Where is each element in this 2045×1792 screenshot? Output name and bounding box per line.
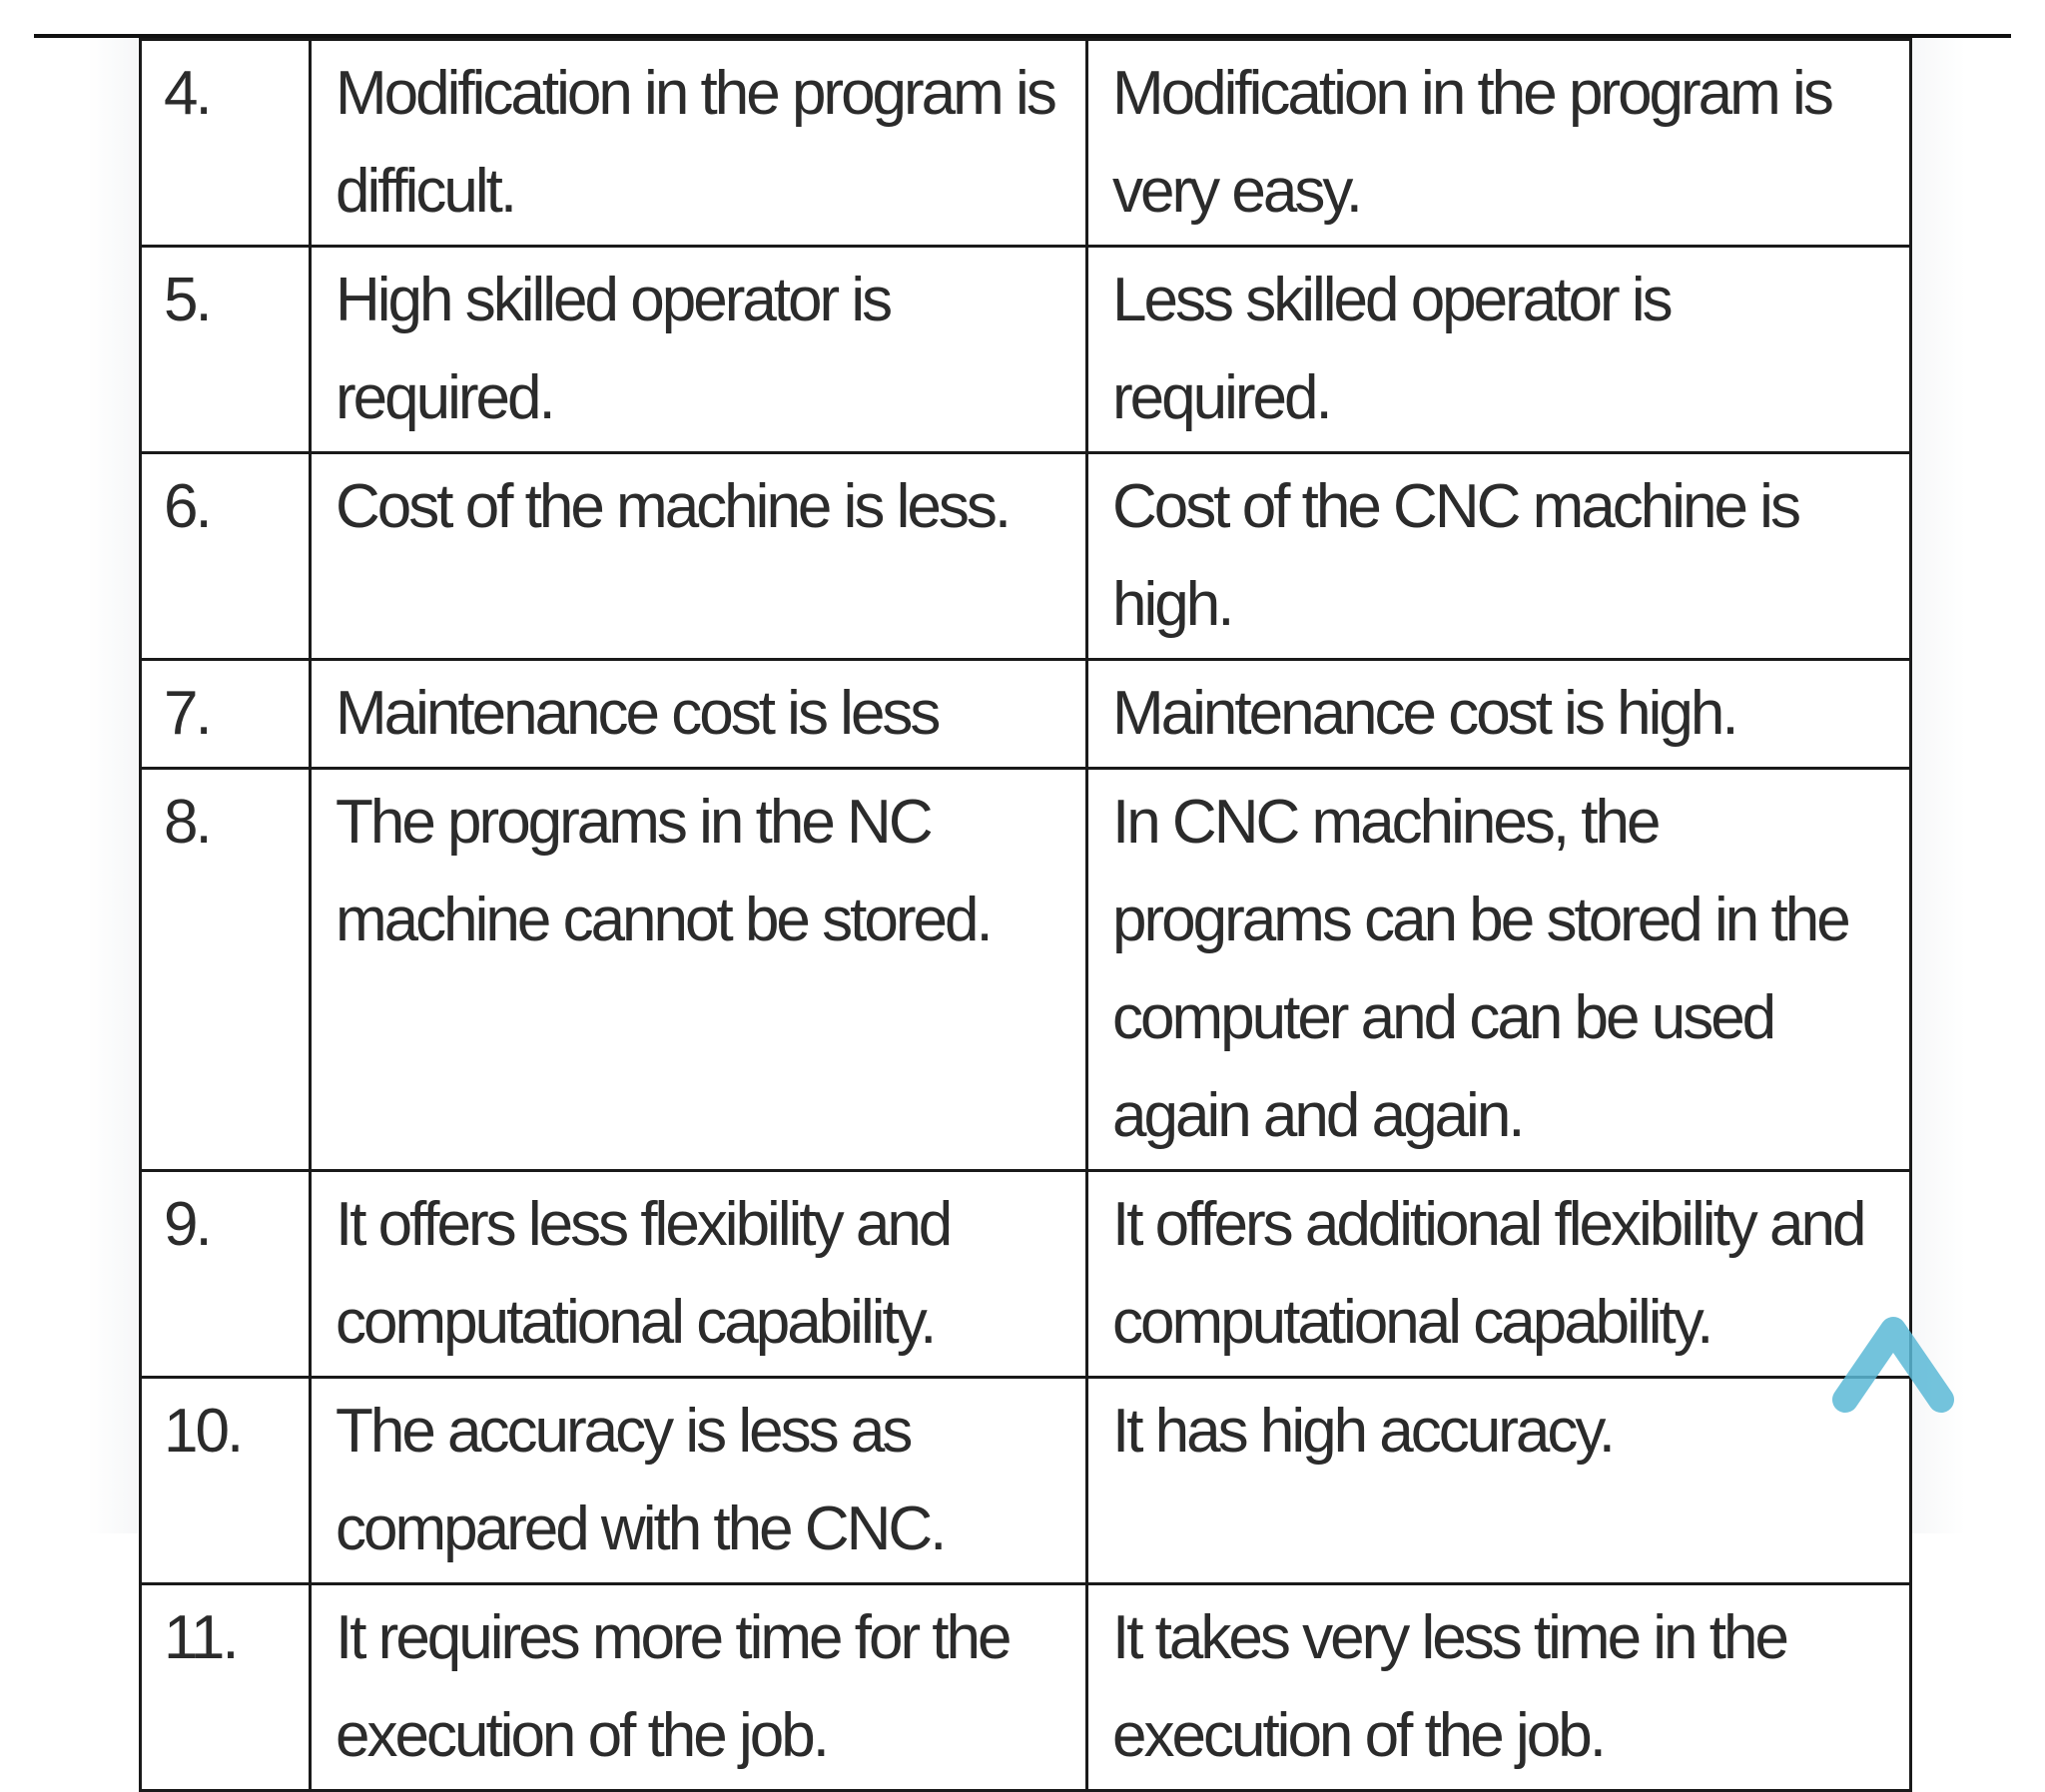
nc-cell: Modification in the program is difficult. [311,40,1087,247]
table-row [141,1584,1911,1791]
row-number: 4. [141,40,311,247]
nc-cell: It offers less flexibility and computational capability. [311,1171,1087,1378]
table-row [141,660,1911,769]
cnc-cell: It takes very less time in the execution of the job. [1087,1584,1911,1791]
scroll-to-top-button[interactable] [1833,1310,1953,1420]
left-margin-shade [88,38,138,1533]
table-row [141,1171,1911,1378]
row-number: 7. [141,660,311,769]
nc-cell: The programs in the NC machine cannot be stored. [311,769,1087,1171]
cnc-cell: Maintenance cost is high. [1087,660,1911,769]
nc-cell: Maintenance cost is less [311,660,1087,769]
row-number: 10. [141,1378,311,1584]
table-row [141,769,1911,1171]
cnc-cell: In CNC machines, the programs can be stored in the computer and can be used again and again. [1087,769,1911,1171]
cnc-cell: Modification in the program is very easy. [1087,40,1911,247]
chevron-up-icon [1833,1310,1953,1420]
nc-cell: Cost of the machine is less. [311,453,1087,660]
row-number: 9. [141,1171,311,1378]
row-number: 11. [141,1584,311,1791]
table-row [141,453,1911,660]
cnc-cell: Cost of the CNC machine is high. [1087,453,1911,660]
nc-cell: It requires more time for the execution of the job. [311,1584,1087,1791]
nc-cell: The accuracy is less as compared with the CNC. [311,1378,1087,1584]
table-row [141,40,1911,247]
row-number: 5. [141,247,311,453]
row-number: 8. [141,769,311,1171]
table-row [141,1378,1911,1584]
nc-cell: High skilled operator is required. [311,247,1087,453]
cnc-cell: Less skilled operator is required. [1087,247,1911,453]
cnc-cell: It offers additional flexibility and computational capability. [1087,1171,1911,1378]
cnc-cell: It has high accuracy. [1087,1378,1911,1584]
row-number: 6. [141,453,311,660]
table-row [141,247,1911,453]
nc-vs-cnc-table [139,38,1912,1792]
